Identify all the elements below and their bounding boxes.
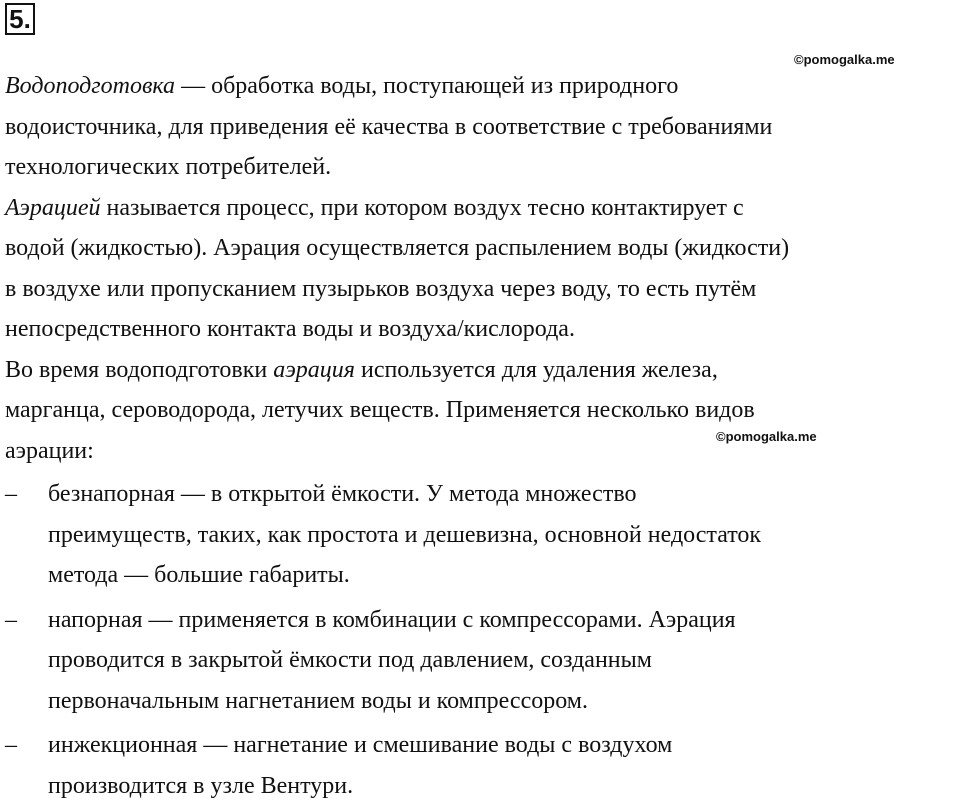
- text-line: марганца, сероводорода, летучих веществ. Применяется несколько видов: [5, 397, 755, 423]
- text-line: Во время водоподготовки аэрация используется для удаления железа,: [5, 356, 718, 383]
- term-italic: Водоподготовка: [5, 73, 176, 99]
- text-line: водой (жидкостью). Аэрация осуществляется распылением воды (жидкости): [5, 235, 790, 261]
- list-dash: –: [5, 481, 17, 507]
- aeration-types-list: [5, 474, 960, 810]
- term-italic: Аэрацией: [5, 194, 101, 221]
- text-line: водоисточника, для приведения её качества в соответствие с требованиями: [5, 113, 773, 140]
- list-item: [5, 725, 960, 806]
- task-number-box: 5.: [5, 3, 35, 35]
- paragraph-aeration-usage: [5, 350, 960, 472]
- list-dash: –: [5, 606, 17, 633]
- watermark-top: ©pomogalka.me: [794, 52, 895, 67]
- text-line: метода — большие габариты.: [48, 562, 350, 588]
- text-line: аэрации:: [5, 437, 94, 464]
- text-line: инжекционная — нагнетание и смешивание воды с воздухом: [48, 732, 673, 758]
- list-item: [5, 600, 960, 722]
- text-line: в воздухе или пропусканием пузырьков воздуха через воду, то есть путём: [5, 275, 757, 302]
- text-line: технологических потребителей.: [5, 154, 332, 180]
- text-line: производится в узле Вентури.: [48, 772, 354, 799]
- text-line: напорная — применяется в комбинации с компрессорами. Аэрация: [48, 606, 736, 633]
- paragraph-water-treatment: [5, 66, 960, 188]
- main-text: [5, 66, 960, 471]
- watermark-middle: ©pomogalka.me: [716, 429, 817, 444]
- text-line: преимуществ, таких, как простота и дешевизна, основной недостаток: [48, 521, 762, 548]
- text-line: проводится в закрытой ёмкости под давлением, созданным: [48, 647, 652, 673]
- text-line: безнапорная — в открытой ёмкости. У метода множество: [48, 481, 637, 507]
- text-line: Аэрацией называется процесс, при котором воздух тесно контактирует с: [5, 194, 744, 221]
- list-dash: –: [5, 732, 17, 758]
- text-line: Водоподготовка — обработка воды, поступающей из природного: [5, 73, 679, 99]
- paragraph-aeration-definition: [5, 188, 960, 350]
- term-italic: аэрация: [273, 356, 355, 383]
- text-line: непосредственного контакта воды и воздуха/кислорода.: [5, 316, 575, 342]
- list-item: [5, 474, 960, 596]
- text-line: первоначальным нагнетанием воды и компрессором.: [48, 687, 588, 714]
